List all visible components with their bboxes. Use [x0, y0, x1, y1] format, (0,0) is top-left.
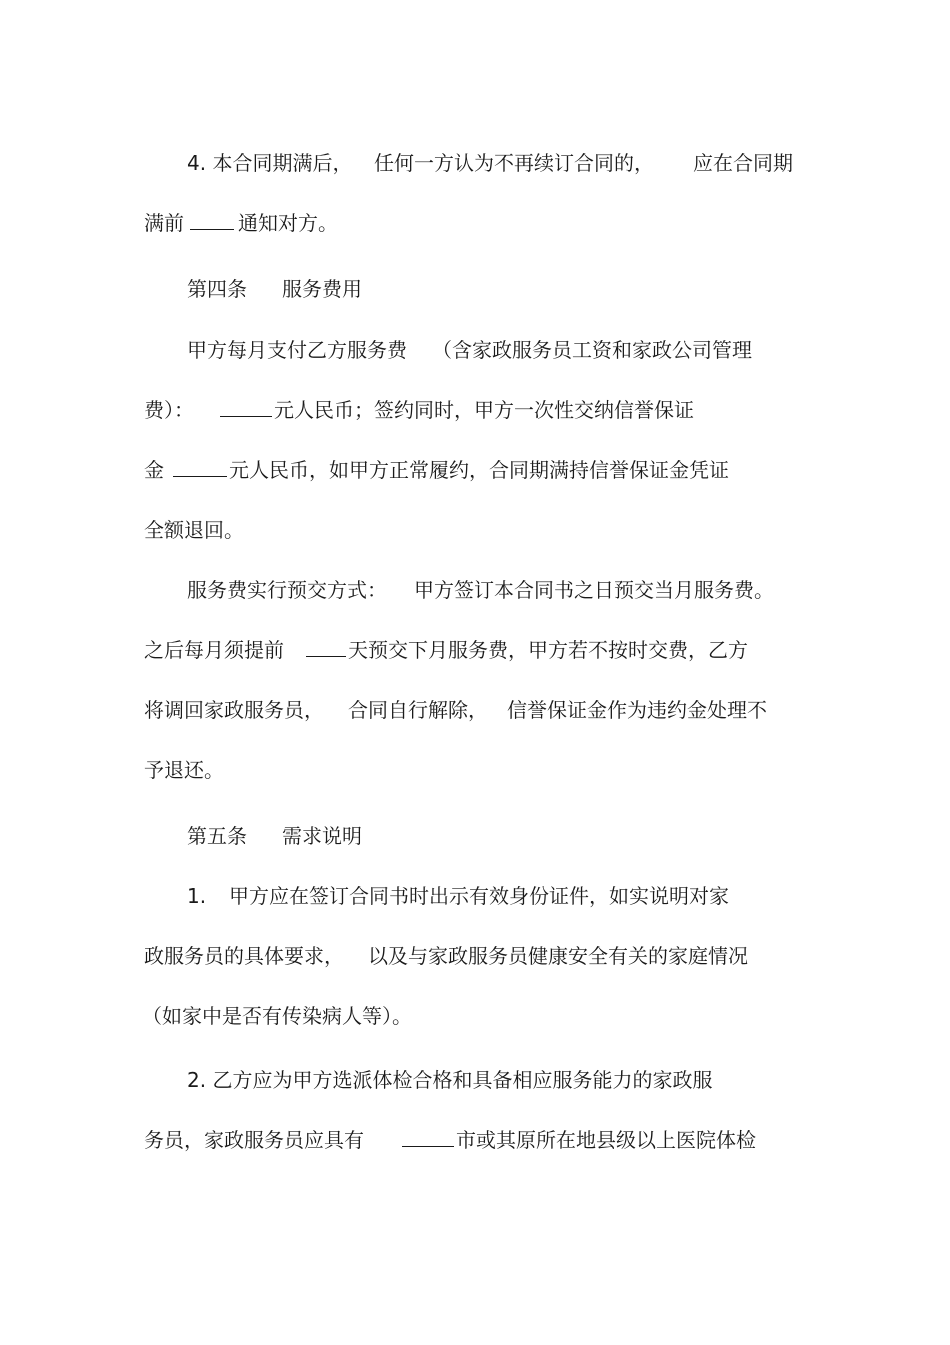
text-segment: （含家政服务员工资和家政公司管理 [432, 338, 752, 362]
text-segment: 应在合同期 [693, 151, 793, 175]
text-segment: 市或其原所在地县级以上医院体检 [456, 1128, 756, 1152]
fill-in-blank[interactable] [306, 636, 346, 657]
text-segment: （如家中是否有传染病人等）。 [142, 1004, 412, 1028]
fill-in-blank[interactable] [190, 209, 234, 230]
text-segment: 甲方每月支付乙方服务费 [187, 338, 407, 362]
text-segment: 元人民币，如甲方正常履约，合同期满持信誉保证金凭证 [229, 458, 729, 482]
text-segment: 以及与家政服务员健康安全有关的家庭情况 [368, 944, 748, 968]
text-segment: 通知对方。 [238, 211, 338, 235]
article-number: 第五条 [187, 824, 247, 848]
text-segment: 服务费实行预交方式： [187, 578, 387, 602]
text-segment: 信誉保证金作为违约金处理不 [507, 698, 767, 722]
item-number: 1. [187, 884, 207, 908]
text-segment: 4. 本合同期满后， [187, 151, 353, 175]
text-segment: 之后每月须提前 [144, 638, 284, 662]
article-title: 需求说明 [282, 824, 362, 848]
text-segment: 费）： [144, 398, 194, 422]
text-segment: 甲方应在签订合同书时出示有效身份证件，如实说明对家 [229, 884, 729, 908]
fill-in-blank[interactable] [220, 396, 272, 417]
text-segment: 甲方签订本合同书之日预交当月服务费。 [414, 578, 774, 602]
article-number: 第四条 [187, 277, 247, 301]
text-segment: 予退还。 [144, 758, 224, 782]
text-segment: 满前 [144, 211, 184, 235]
text-segment: 合同自行解除， [348, 698, 488, 722]
article-title: 服务费用 [282, 277, 362, 301]
fill-in-blank[interactable] [173, 456, 227, 477]
text-segment: 金 [144, 458, 164, 482]
text-segment: 任何一方认为不再续订合同的， [374, 151, 654, 175]
text-segment: 全额退回。 [144, 518, 244, 542]
text-segment: 2. 乙方应为甲方选派体检合格和具备相应服务能力的家政服 [187, 1068, 713, 1092]
text-segment: 将调回家政服务员， [144, 698, 324, 722]
fill-in-blank[interactable] [402, 1126, 454, 1147]
text-segment: 天预交下月服务费，甲方若不按时交费，乙方 [348, 638, 748, 662]
text-segment: 务员，家政服务员应具有 [144, 1128, 364, 1152]
text-segment: 政服务员的具体要求， [144, 944, 344, 968]
text-segment: 元人民币；签约同时，甲方一次性交纳信誉保证 [274, 398, 694, 422]
